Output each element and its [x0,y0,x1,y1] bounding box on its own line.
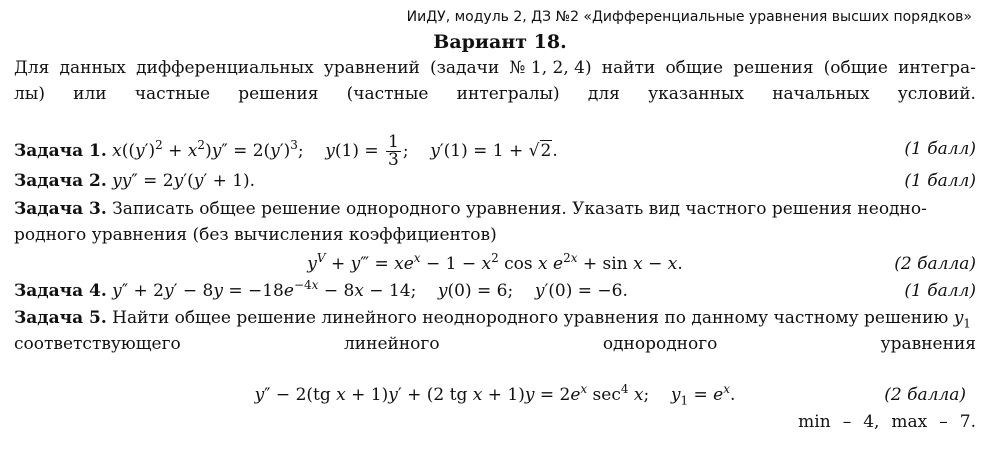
task-5-word: линейного [344,334,440,354]
intro-word: лы) [14,84,45,104]
intro-word: или [73,84,107,104]
task-5-word: соответствующего [14,334,181,354]
intro-word: указанных [648,84,745,104]
task-5 [14,307,976,334]
task-1-equation: $x((y')^2 + x^2)y'' = 2(y')^3$; y(1) = $\frac{1}{3}$ ; y′(1) = 1 + √2. [112,132,558,170]
intro-word: начальных [772,84,870,104]
task-4-equation: $y'' + 2y' - 8y = -18e^{-4x} - 8x - 14$; y(0) = 6; y′(0) = −6. [112,278,628,301]
score-word: min [798,412,831,432]
intro-word: общие [665,58,724,78]
task-4 [14,280,976,302]
task-points: (2 балла) [884,385,966,405]
task-5-equation: y″ − 2(tg x + 1)y′ + (2 tg $x + 1)y = 2e^x$ $\sec^4 x$; $y_1 = e^x$. [254,382,736,408]
fraction-one-third: $\frac{1}{3}$ [388,132,399,170]
intro-word: решения [238,84,319,104]
intro-word: (задачи [430,58,500,78]
task-label: Задача 3. [14,199,107,219]
intro-word: (общие [823,58,888,78]
task-label: Задача 1. [14,141,107,161]
task-5-word: уравнения [880,334,976,354]
task-points: (1 балл) [904,139,976,159]
intro-word: уравнений [323,58,420,78]
task-5-line-2 [14,333,976,355]
task-label: Задача 4. [14,281,107,301]
intro-word: интегралы) [456,84,560,104]
intro-line-1 [14,57,976,79]
score-word: max [891,412,928,432]
task-1 [14,134,976,169]
intro-word: для [587,84,620,104]
score-word: 7. [959,412,976,432]
task-5-text-1: Найти общее решение линейного неоднородного уравнения по данному частному решению [112,308,949,328]
task-5-y1: $y_1$ [953,308,971,331]
task-3-text-2: родного уравнения (без вычисления коэффициентов) [14,225,497,245]
task-label: Задача 2. [14,171,107,191]
task-points: (1 балл) [904,171,976,191]
score-word: – [842,412,852,432]
intro-word: частные [134,84,211,104]
intro-word: дифференциальных [136,58,314,78]
task-3-equation-row [14,253,976,275]
variant-title: Вариант 18. [433,31,567,53]
task-points: (1 балл) [904,281,976,301]
task-3 [14,198,976,220]
intro-line-2 [14,83,976,105]
task-3-line-2 [14,224,976,246]
score-word: 4, [863,412,880,432]
task-2 [14,170,976,192]
task-2-equation: yy″ = 2y′(y′ + 1). [112,171,256,191]
task-points: (2 балла) [894,254,976,274]
task-5-equation-row [14,384,976,411]
intro-word: Для [14,58,50,78]
intro-word: найти [601,58,656,78]
task-3-text-1: Записать общее решение однородного уравнения. Указать вид частного решения неодно- [112,199,927,219]
task-3-equation: $y^V$ + y‴ = $xe^x - 1 - x^2$ cos x $e^{2x} + \sin x - x$. [307,251,683,274]
intro-word: (частные [346,84,429,104]
intro-word: решения [733,58,814,78]
intro-word: данных [59,58,126,78]
task-label: Задача 5. [14,308,107,328]
header-line: ИиДУ, модуль 2, ДЗ №2 «Дифференциальные уравнения высших порядков» [406,9,972,25]
task-5-word: однородного [602,334,718,354]
intro-word: интегра- [898,58,976,78]
score-word: – [939,412,948,432]
intro-word: условий. [897,84,976,104]
intro-word: № 1, 2, 4) [509,58,592,78]
